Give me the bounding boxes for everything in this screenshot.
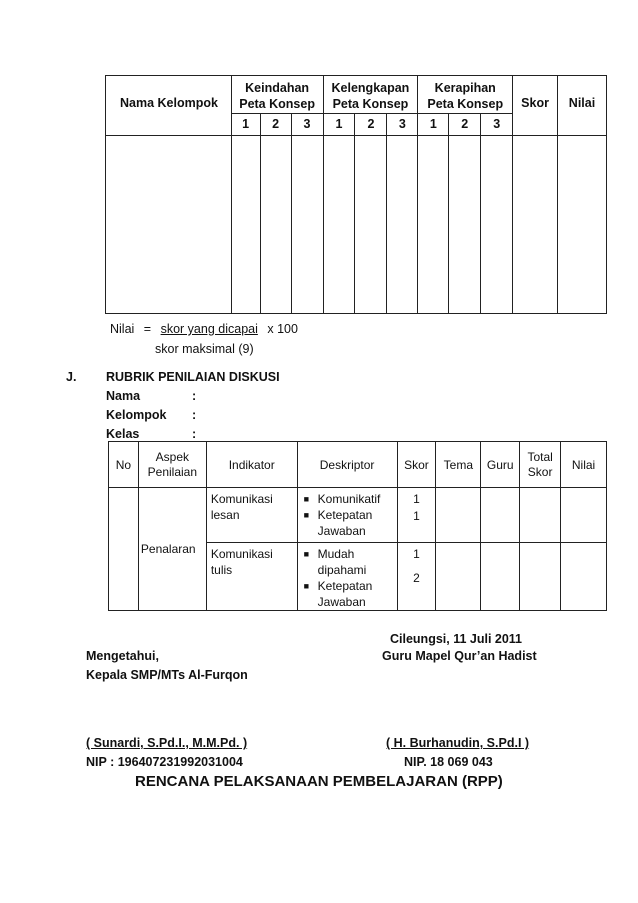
rubric-header-row	[109, 442, 607, 488]
page-title: RENCANA PELAKSANAAN PEMBELAJARAN (RPP)	[135, 773, 503, 790]
bullet-icon: ■	[303, 581, 310, 591]
header-nama-kelompok: Nama Kelompok	[106, 76, 232, 136]
sub-header: 1	[323, 114, 355, 136]
sub-header: 2	[260, 114, 291, 136]
bullet-icon: ■	[303, 510, 310, 520]
formula-denominator: skor maksimal (9)	[155, 342, 254, 356]
header-aspek: Aspek Penilaian	[138, 442, 206, 488]
field-nama: Nama :	[106, 389, 197, 403]
header-total-skor: Total Skor	[520, 442, 561, 488]
header-guru: Guru	[481, 442, 520, 488]
sub-header: 3	[481, 114, 513, 136]
header-indikator: Indikator	[206, 442, 297, 488]
left-signer-name: ( Sunardi, S.Pd.I., M.M.Pd. )	[86, 736, 248, 750]
assessment-table	[105, 75, 607, 314]
header-nilai: Nilai	[561, 442, 607, 488]
left-title-1: Mengetahui,	[86, 649, 159, 663]
header-kelengkapan: Kelengkapan Peta Konsep	[323, 76, 418, 114]
sub-header: 2	[449, 114, 481, 136]
skor-cell: 1 2	[397, 543, 436, 611]
formula-numerator: skor yang dicapai	[160, 322, 258, 336]
field-kelas: Kelas :	[106, 427, 197, 441]
sub-header: 1	[418, 114, 449, 136]
deskriptor-cell: ■ Komunikatif ■ Ketepatan Jawaban	[297, 488, 397, 543]
right-signer-name: ( H. Burhanudin, S.Pd.I )	[386, 736, 530, 750]
sub-header: 3	[387, 114, 418, 136]
sub-header: 1	[231, 114, 260, 136]
field-kelompok: Kelompok :	[106, 408, 197, 422]
place-date: Cileungsi, 11 Juli 2011	[390, 632, 523, 646]
rubric-table	[108, 441, 607, 611]
header-no: No	[109, 442, 139, 488]
table-row	[109, 488, 607, 543]
formula: Nilai = skor yang dicapai x 100	[110, 322, 298, 336]
header-nilai: Nilai	[558, 76, 607, 136]
right-title: Guru Mapel Qur’an Hadist	[382, 649, 537, 663]
sub-header: 2	[355, 114, 387, 136]
right-signer-nip: NIP. 18 069 043	[404, 755, 493, 769]
bullet-icon: ■	[303, 549, 310, 559]
header-tema: Tema	[436, 442, 481, 488]
header-keindahan: Keindahan Peta Konsep	[231, 76, 323, 114]
left-title-2: Kepala SMP/MTs Al-Furqon	[86, 668, 248, 682]
indikator-cell: Komunikasi tulis	[206, 543, 297, 611]
section-title: RUBRIK PENILAIAN DISKUSI	[106, 370, 280, 384]
header-skor: Skor	[513, 76, 558, 136]
indikator-cell: Komunikasi lesan	[206, 488, 297, 543]
empty-data-row	[106, 136, 607, 314]
header-skor: Skor	[397, 442, 436, 488]
header-kerapihan: Kerapihan Peta Konsep	[418, 76, 513, 114]
section-letter: J.	[66, 370, 77, 384]
sub-header: 3	[291, 114, 323, 136]
header-deskriptor: Deskriptor	[297, 442, 397, 488]
skor-cell: 1 1	[397, 488, 436, 543]
aspek-cell: Penalaran	[138, 488, 206, 611]
deskriptor-cell: ■ Mudah dipahami ■ Ketepatan Jawaban	[297, 543, 397, 611]
left-signer-nip: NIP : 196407231992031004	[86, 755, 243, 769]
bullet-icon: ■	[303, 494, 310, 504]
